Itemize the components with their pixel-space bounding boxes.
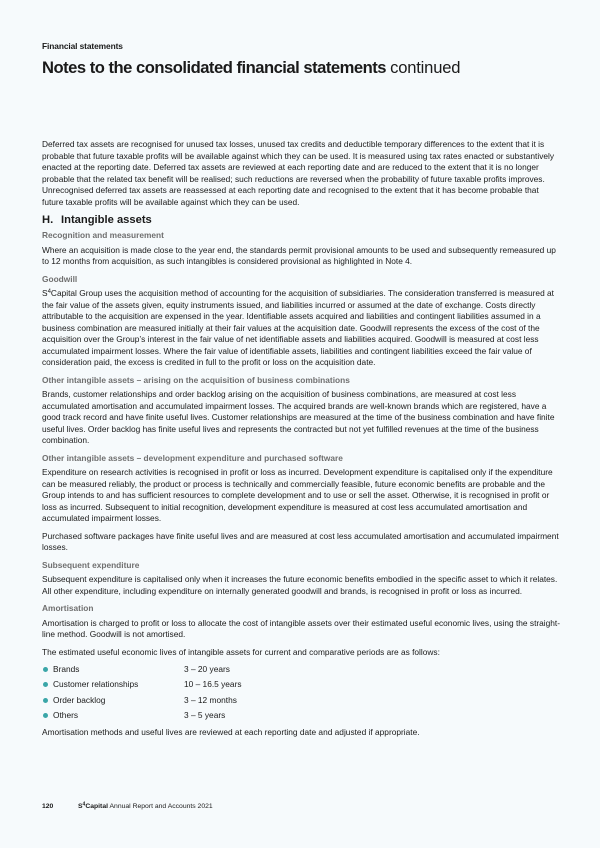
page-title-main: Notes to the consolidated financial statements [42, 58, 386, 77]
list-item [42, 664, 562, 679]
amortisation-paragraph: Amortisation is charged to profit or loss to allocate the cost of intangible assets over their estimated useful economic lives, using the straight-line method. Goodwill is not amortised. [42, 617, 561, 639]
asset-name: Brands [53, 664, 80, 674]
footer-brand [78, 803, 108, 810]
bullet-icon [43, 713, 48, 718]
list-item [42, 695, 562, 710]
page-title-suffix: continued [390, 58, 461, 77]
footer-brand-sup: 4 [82, 801, 86, 808]
brand-superscript: 4 [47, 289, 51, 295]
report-title: Annual Report and Accounts 2021 [109, 803, 213, 810]
document-body [42, 139, 562, 745]
other-business-paragraph: Brands, customer relationships and order backlog arising on the acquisition of business combinations, are measured at cost less accumulated amortisation and accumulated impairment losses. The acquired brands are well-known brands which are registered, have a good track record and have finite useful lives. Customer relationships are measured at the time of the business combination and have finite useful lives. Order backlog has finite useful lives and represents the contracted but not yet fulfilled revenues at the time of the business combination. [42, 389, 555, 445]
asset-life: 10 – 16.5 years [184, 679, 242, 690]
heading-recognition: Recognition and measurement [42, 230, 164, 240]
heading-subsequent-expenditure: Subsequent expenditure [42, 559, 140, 570]
asset-name: Others [53, 709, 79, 720]
useful-lives-intro: The estimated useful economic lives of intangible assets for current and comparative periods are as follows: [42, 646, 440, 657]
amortisation-closing: Amortisation methods and useful lives are reviewed at each reporting date and adjusted if appropriate. [42, 727, 420, 738]
asset-name: Order backlog [53, 694, 106, 705]
development-paragraph: Expenditure on research activities is recognised in profit or loss as incurred. Development expenditure is capitalised only if the expenditure can be measured reliably, the product or process is technically and commercially feasible, future economic benefits are probable and the Group intends to and has sufficient resources to complete development and to use or sell the asset. Otherwise, it is recognised in profit or loss as incurred. Subsequent to initial recognition, development expenditure is measured at cost less accumulated amortisation and accumulated impairment losses. [42, 467, 553, 523]
useful-lives-list [42, 664, 562, 725]
page-footer [42, 803, 213, 810]
asset-life: 3 – 12 months [184, 694, 237, 705]
asset-life: 3 – 5 years [184, 709, 226, 720]
section-heading-intangible-assets [42, 214, 562, 227]
heading-other-development: Other intangible assets – development expenditure and purchased software [42, 452, 343, 463]
page-number: 120 [42, 803, 54, 810]
heading-goodwill: Goodwill [42, 273, 78, 284]
goodwill-paragraph [42, 288, 562, 369]
footer-brand-s: S [78, 803, 83, 810]
asset-life: 3 – 20 years [184, 664, 230, 674]
heading-other-business-combinations: Other intangible assets – arising on the acquisition of business combinations [42, 374, 350, 385]
bullet-icon [43, 698, 48, 703]
goodwill-text: Capital Group uses the acquisition method of accounting for the acquisition of subsidiaries. The consideration transferred is measured at the fair value of the assets given, equity instruments issued, and liabilities incurred or assumed at the date of exchange. Costs directly attributable to the acquisition are expensed in the year. Identifiable assets acquired and liabilities and contingent liabilities assumed in a business combination are measured initially at their fair values at the acquisition date. Goodwill represents the excess of the cost of the acquisition over the Group’s interest in the fair value of net identifiable assets and liabilities acquired. Goodwill is measured at cost less accumulated impairment losses. Where the fair value of identifiable assets, liabilities and contingent liabilities exceed the fair value of consideration paid, the excess is credited in full to the profit or loss on the acquisition date. [42, 288, 554, 367]
heading-amortisation: Amortisation [42, 603, 94, 613]
list-item [42, 710, 562, 725]
bullet-icon [43, 667, 48, 672]
bullet-icon [43, 682, 48, 687]
deferred-tax-paragraph: Deferred tax assets are recognised for unused tax losses, unused tax credits and deductible temporary differences to the extent that it is probable that future taxable profits will be available against which they can be used. It is measured using tax rates enacted or substantively enacted at the reporting date. Deferred tax assets are reviewed at each reporting date and are reduced to the extent that it is no longer probable that the related tax benefit will be realised; such reductions are reversed when the probability of future taxable profits improves. Unrecognised deferred tax assets are reassessed at each reporting date and recognised to the extent that it has become probable that future taxable profits will be available against which they can be used. [42, 139, 555, 207]
asset-name: Customer relationships [53, 679, 139, 690]
recognition-paragraph: Where an acquisition is made close to the year end, the standards permit provisional amounts to be used and subsequently remeasured up to 12 months from acquisition, as such intangibles is considered provisional as highlighted in Note 4. [42, 244, 556, 266]
subsequent-paragraph: Subsequent expenditure is capitalised only when it increases the future economic benefits embodied in the specific asset to which it relates. All other expenditure, including expenditure on internally generated goodwill and brands, is recognised in profit or loss as incurred. [42, 574, 558, 596]
section-title: Intangible assets [61, 214, 152, 226]
page-title [42, 58, 460, 78]
section-label: Financial statements [42, 41, 123, 51]
list-item [42, 679, 562, 694]
section-letter: H. [42, 214, 54, 226]
brand-s: S [42, 288, 48, 298]
footer-brand-rest: Capital [85, 803, 108, 810]
software-paragraph: Purchased software packages have finite useful lives and are measured at cost less accumulated amortisation and accumulated impairment losses. [42, 530, 559, 552]
